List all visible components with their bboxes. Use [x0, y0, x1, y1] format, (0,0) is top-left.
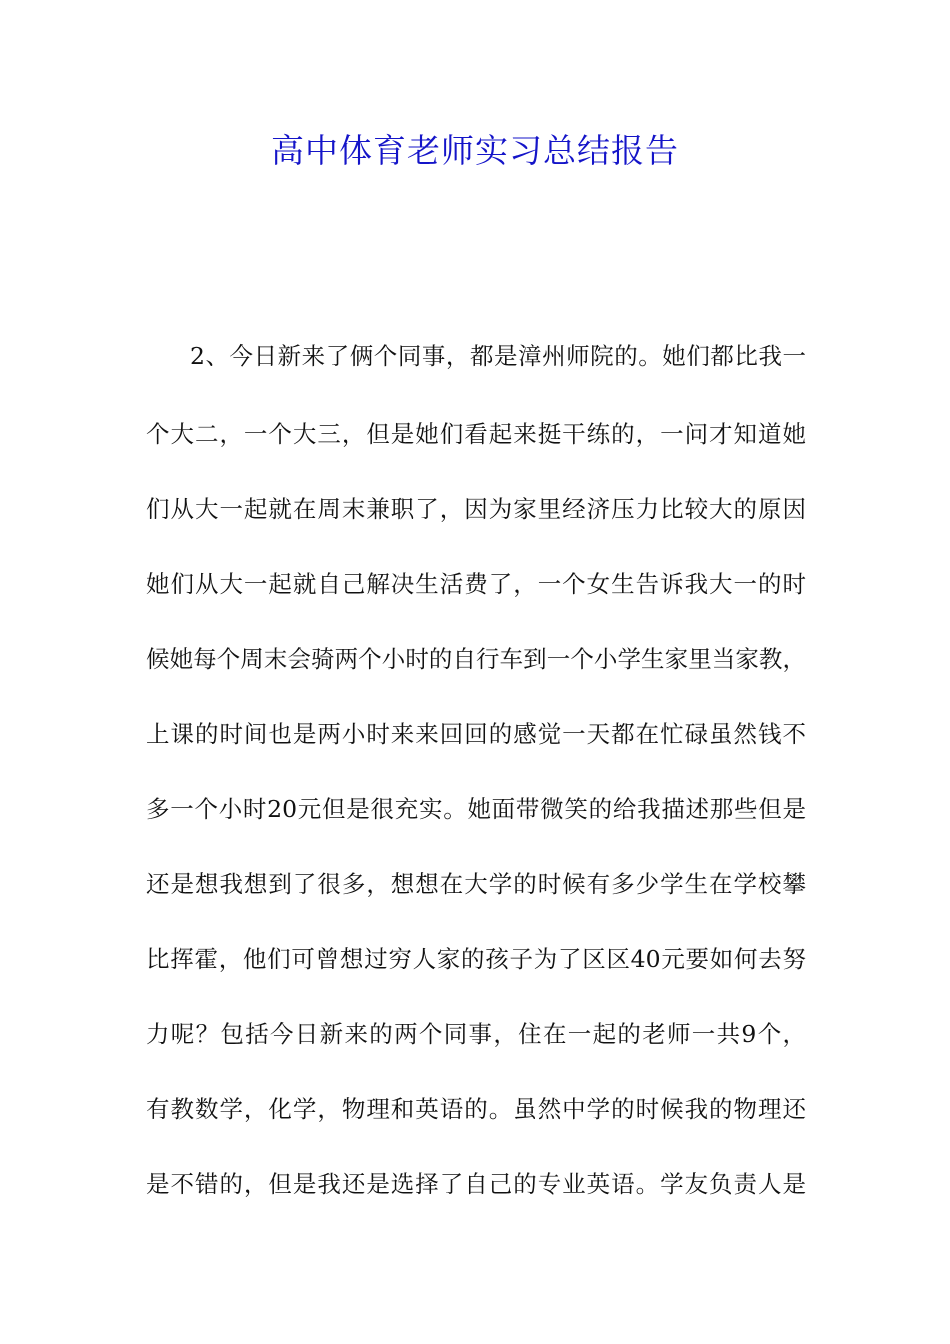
paragraph-line-3: 们从大一起就在周末兼职了，因为家里经济压力比较大的原因: [146, 495, 806, 523]
paragraph-line-4: 她们从大一起就自己解决生活费了，一个女生告诉我大一的时: [146, 570, 806, 598]
paragraph-line-8: 还是想我想到了很多，想想在大学的时候有多少学生在学校攀: [146, 870, 806, 898]
paragraph-line-12: 是不错的，但是我还是选择了自己的专业英语。学友负责人是: [146, 1170, 806, 1198]
document-title: 高中体育老师实习总结报告: [271, 131, 679, 170]
paragraph-line-5: 候她每个周末会骑两个小时的自行车到一个小学生家里当家教，: [146, 645, 806, 673]
paragraph-line-6: 上课的时间也是两小时来来回回的感觉一天都在忙碌虽然钱不: [146, 720, 806, 748]
paragraph-line-10: 力呢？包括今日新来的两个同事，住在一起的老师一共9个，: [146, 1020, 806, 1048]
paragraph-line-7: 多一个小时20元但是很充实。她面带微笑的给我描述那些但是: [146, 795, 806, 823]
paragraph-line-9: 比挥霍，他们可曾想过穷人家的孩子为了区区40元要如何去努: [146, 945, 806, 973]
paragraph-line-1: 2、今日新来了俩个同事，都是漳州师院的。她们都比我一: [190, 342, 806, 370]
paragraph-line-2: 个大二，一个大三，但是她们看起来挺干练的，一问才知道她: [146, 420, 806, 448]
paragraph-line-11: 有教数学，化学，物理和英语的。虽然中学的时候我的物理还: [146, 1095, 806, 1123]
